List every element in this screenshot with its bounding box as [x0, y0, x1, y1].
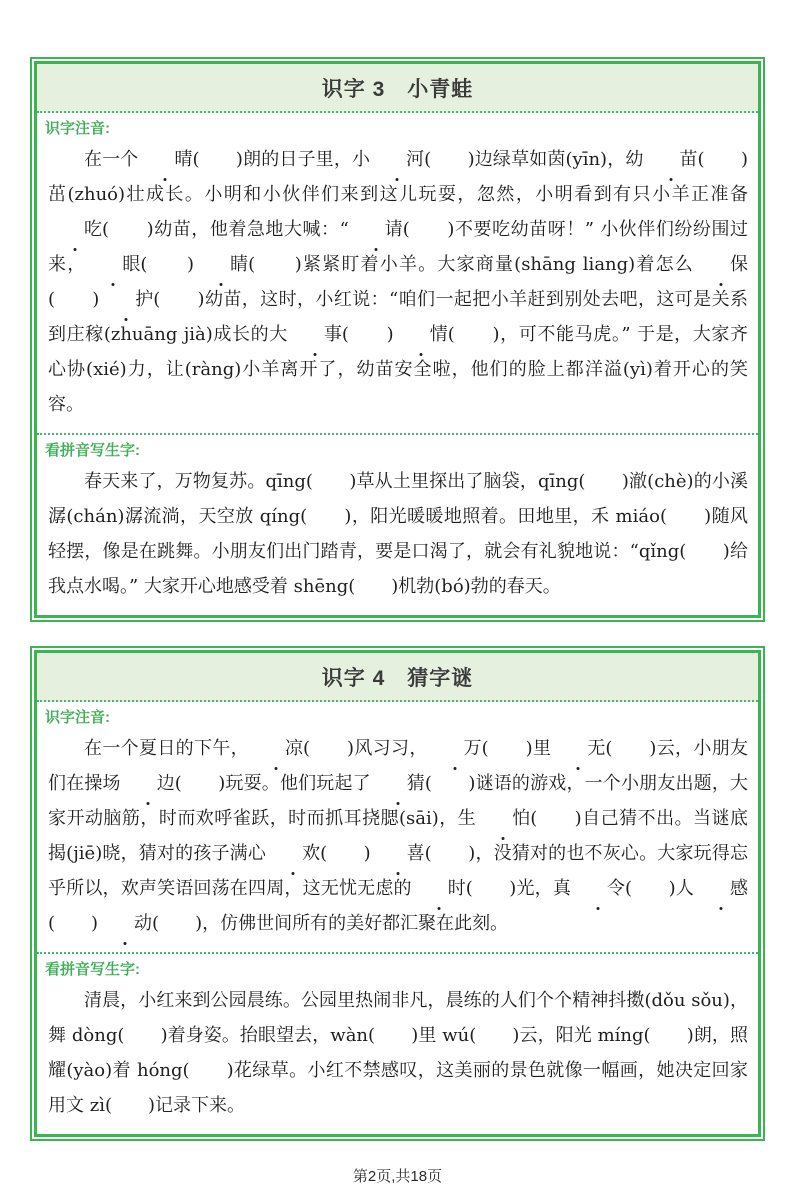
- emphasized-char: 晴: [138, 142, 192, 177]
- emphasized-char: 吃: [48, 212, 102, 247]
- section-title: 识字 3 小青蛙: [321, 78, 474, 101]
- emphasized-char: 请: [349, 212, 403, 247]
- paragraph: 春天来了，万物复苏。qīng( )草从土里探出了脑袋，qīng( )澈(chè)的小溪潺(chán)潺流淌，天空放 qíng( )，阳光暖暖地照着。田地里，禾 miáo( )随风轻摆，像是在跳舞。小朋友们出门踏青，要是口渴了，就会有礼貌地说：“qǐng( )给我点水喝。” 大家开心地感受着 shēng( )机勃(bó)勃的春天。: [48, 471, 748, 597]
- block-pinyin-write: [37, 433, 758, 604]
- block-zhuyin: [37, 113, 758, 422]
- emphasized-char: 保: [694, 247, 748, 282]
- emphasized-char: 凉: [249, 731, 303, 766]
- emphasized-char: 苗: [644, 142, 698, 177]
- emphasized-char: 护: [99, 282, 153, 317]
- emphasized-char: 动: [98, 906, 152, 941]
- block-pinyin-write: [37, 952, 758, 1123]
- emphasized-char: 边: [121, 766, 175, 801]
- section-header-bar: [37, 64, 758, 113]
- block-zhuyin: [37, 702, 758, 941]
- section-box-inner: [34, 61, 761, 618]
- section-box-shizi-3: [30, 57, 765, 622]
- paragraph: 清晨，小红来到公园晨练。公园里热闹非凡，晨练的人们个个精神抖擞(dǒu sǒu)，舞 dòng( )着身姿。抬眼望去，wàn( )里 wú( )云，阳光 míng( )朗，照耀(yào)着 hóng( )花绿草。小红不禁感叹，这美丽的景色就像一幅画，她决定回家用文 zì( )记录下来。: [48, 990, 748, 1116]
- paragraph: 在一个 晴( )朗的日子里，小 河( )边绿草如茵(yīn)，幼 苗( )茁(zhuó)壮成长。小明和小伙伴们来到这儿玩耍，忽然，小明看到有只小羊正准备吃( )幼苗，他着急地大喊：“ 请( )不要吃幼苗呀！” 小伙伴们纷纷围过来， 眼( ) 睛( )紧紧盯着小羊。大家商量(shāng liang)着怎么 保( ) 护( )幼苗，这时，小红说：“咱们一起把小羊赶到别处去吧，这可是关系到庄稼(zhuāng jià)成长的大 事( ) 情( )，可不能马虎。” 于是，大家齐心协(xié)力，让(ràng)小羊离开了，幼苗安全啦，他们的脸上都洋溢(yì)着开心的笑容。: [48, 142, 748, 422]
- emphasized-char: 欢: [266, 836, 320, 871]
- emphasized-char: 无: [551, 731, 605, 766]
- emphasized-char: 眼: [86, 247, 140, 282]
- block-label: 看拼音写生字:: [45, 442, 140, 459]
- section-title: 识字 4 猜字谜: [321, 667, 474, 690]
- emphasized-char: 喜: [371, 836, 425, 871]
- block-label: 识字注音:: [45, 709, 110, 726]
- emphasized-char: 情: [394, 317, 448, 352]
- section-box-inner: [34, 650, 761, 1137]
- page-number-footer: 第2页,共18页: [352, 1168, 443, 1185]
- emphasized-char: 事: [288, 317, 342, 352]
- emphasized-char: 怕: [476, 801, 530, 836]
- block-label: 看拼音写生字:: [45, 961, 140, 978]
- emphasized-char: 感: [694, 871, 748, 906]
- emphasized-char: 睛: [194, 247, 248, 282]
- emphasized-char: 时: [412, 871, 466, 906]
- paragraph: 在一个夏日的下午， 凉( )风习习， 万( )里 无( )云，小朋友们在操场 边( )玩耍。他们玩起了 猜( )谜语的游戏，一个小朋友出题，大家开动脑筋，时而欢呼雀跃，时而抓耳挠腮(sāi)，生 怕( )自己猜不出。当谜底揭(jiē)晓，猜对的孩子满心 欢( ) 喜( )，没猜对的也不灰心。大家玩得忘乎所以，欢声笑语回荡在四周，这无忧无虑的 时( )光，真 令( )人 感( ) 动( )，仿佛世间所有的美好都汇聚在此刻。: [48, 731, 748, 941]
- section-box-shizi-4: [30, 646, 765, 1141]
- block-label: 识字注音:: [45, 120, 110, 137]
- emphasized-char: 河: [370, 142, 424, 177]
- section-header-bar: [37, 653, 758, 702]
- emphasized-char: 令: [571, 871, 625, 906]
- emphasized-char: 万: [428, 731, 482, 766]
- emphasized-char: 猜: [371, 766, 425, 801]
